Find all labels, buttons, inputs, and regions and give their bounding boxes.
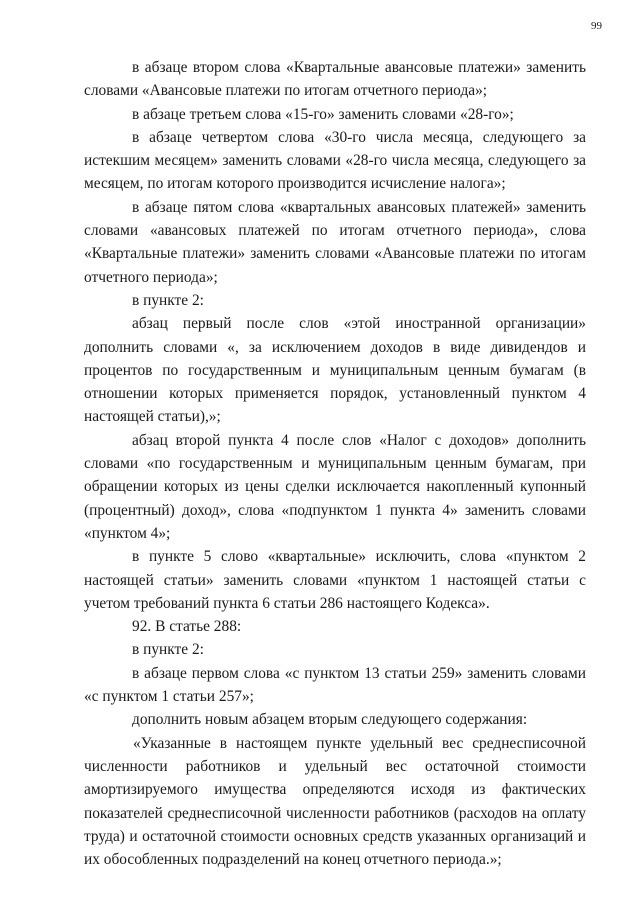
- paragraph: в абзаце третьем слова «15-го» заменить словами «28-го»;: [132, 105, 514, 123]
- paragraph: в пункте 2:: [132, 641, 204, 659]
- paragraph: абзац первый после слов «этой иностранной организации» дополнить словами «, за исключением доходов в виде дивидендов и процентов по государственным и муниципальным ценным бумагам (в отношении которых применяется порядок, установленный пунктом 4 настоящей статьи),»;: [84, 315, 586, 426]
- paragraph: в абзаце первом слова «с пунктом 13 статьи 259» заменить словами «с пунктом 1 статьи 257»;: [84, 664, 586, 706]
- section-heading: 92. В статье 288:: [132, 618, 242, 636]
- paragraph: в абзаце пятом слова «квартальных авансовых платежей» заменить словами «авансовых платежей по итогам отчетного периода», слова «Квартальные платежи» заменить словами «Авансовые платежи по итогам отчетного периода»;: [84, 198, 586, 286]
- paragraph: в пункте 5 слово «квартальные» исключить, слова «пунктом 2 настоящей статьи» заменить словами «пунктом 1 настоящей статьи с учетом требований пункта 6 статьи 286 настоящего Кодекса».: [84, 548, 586, 612]
- paragraph: в абзаце втором слова «Квартальные авансовые платежи» заменить словами «Авансовые платежи по итогам отчетного периода»;: [84, 59, 586, 100]
- paragraph: в пункте 2:: [132, 291, 204, 309]
- paragraph: абзац второй пункта 4 после слов «Налог с доходов» дополнить словами «по государственным и муниципальным ценным бумагам, при обращении которых из цены сделки исключается накопленный купонный (процентный) доход», слова «подпунктом 1 пункта 4» заменить словами «пунктом 4»;: [84, 431, 586, 542]
- page-number: 99: [591, 20, 602, 32]
- paragraph: дополнить новым абзацем вторым следующего содержания:: [132, 711, 528, 729]
- quoted-paragraph: «Указанные в настоящем пункте удельный вес среднесписочной численности работников и удельный вес остаточной стоимости амортизируемого имущества определяются исходя из фактических показателей среднесписочной численности работников (расходов на оплату труда) и остаточной стоимости основных средств указанных организаций и их обособленных подразделений на конец отчетного периода.»;: [84, 734, 586, 869]
- paragraph: в абзаце четвертом слова «30-го числа месяца, следующего за истекшим месяцем» заменить словами «28-го числа месяца, следующего за месяцем, по итогам которого производится исчисление налога»;: [84, 128, 586, 193]
- document-body: [84, 56, 586, 871]
